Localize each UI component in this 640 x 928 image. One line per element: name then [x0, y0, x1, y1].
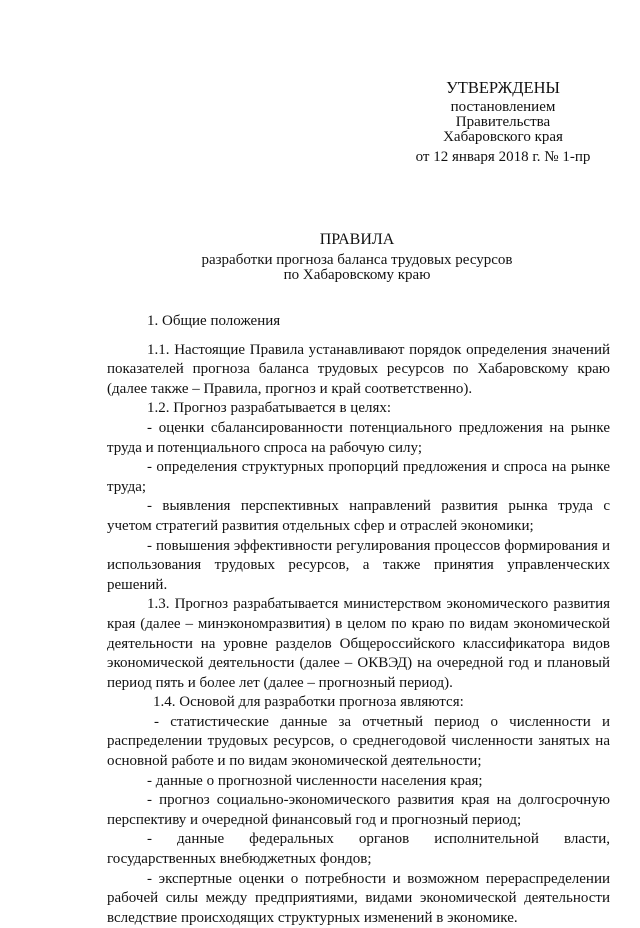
list-item: - прогноз социально-экономического развития края на долгосрочную перспективу и очередной финансовый год и прогнозный период; [107, 792, 610, 828]
paragraph: 1.4. Основой для разработки прогноза являются: [153, 694, 464, 711]
approval-block [405, 78, 601, 165]
section-heading: 1. Общие положения [147, 313, 281, 329]
document-body [107, 312, 610, 928]
document-title: ПРАВИЛА [319, 231, 395, 248]
subtitle-line: по Хабаровскому краю [283, 267, 431, 283]
document-subtitle [0, 253, 640, 283]
approval-line: Правительства [455, 114, 551, 130]
approval-heading: УТВЕРЖДЕНЫ [446, 78, 560, 97]
list-item: - оценки сбалансированности потенциального предложения на рынке труда и потенциального спроса на рабочую силу; [107, 419, 610, 456]
list-item: - статистические данные за отчетный период о численности и распределении трудовых ресурсов, о среднегодовой численности занятых на основной работе и по видам экономической деятельности; [107, 713, 610, 770]
paragraph: 1.3. Прогноз разрабатывается министерством экономического развития края (далее – минэкономразвития) в целом по краю по видам экономической деятельности на уровне разделов Общероссийского классификатора видов экономической деятельности (далее – ОКВЭД) на очередной год и плановый период пять и более лет (далее – прогнозный период). [107, 596, 610, 691]
approval-line: постановлением [450, 99, 556, 115]
approval-date: от 12 января 2018 г. № 1-пр [415, 149, 591, 165]
paragraph: 1.1. Настоящие Правила устанавливают порядок определения значений показателей прогноза баланса трудовых ресурсов по Хабаровскому краю (далее также – Правила, прогноз и край соответственно). [107, 341, 610, 397]
list-item: - определения структурных пропорций предложения и спроса на рынке труда; [107, 459, 610, 495]
subtitle-line: разработки прогноза баланса трудовых ресурсов [201, 252, 513, 268]
approval-line: Хабаровского края [443, 129, 563, 145]
list-item: - выявления перспективных направлений развития рынка труда с учетом стратегий развития отдельных сфер и отраслей экономики; [107, 498, 610, 534]
list-item: - данные федеральных органов исполнительной власти, государственных внебюджетных фондов; [107, 831, 610, 868]
paragraph: 1.2. Прогноз разрабатывается в целях: [147, 400, 392, 417]
list-item: - повышения эффективности регулирования процессов формирования и использования трудовых ресурсов, а также принятия управленческих решений. [107, 537, 610, 593]
list-item: - экспертные оценки о потребности и возможном перераспределении рабочей силы между предприятиями, видами экономической деятельности вследствие происходящих структурных изменений в экономике. [107, 870, 610, 926]
list-item: - данные о прогнозной численности населения края; [147, 772, 483, 789]
